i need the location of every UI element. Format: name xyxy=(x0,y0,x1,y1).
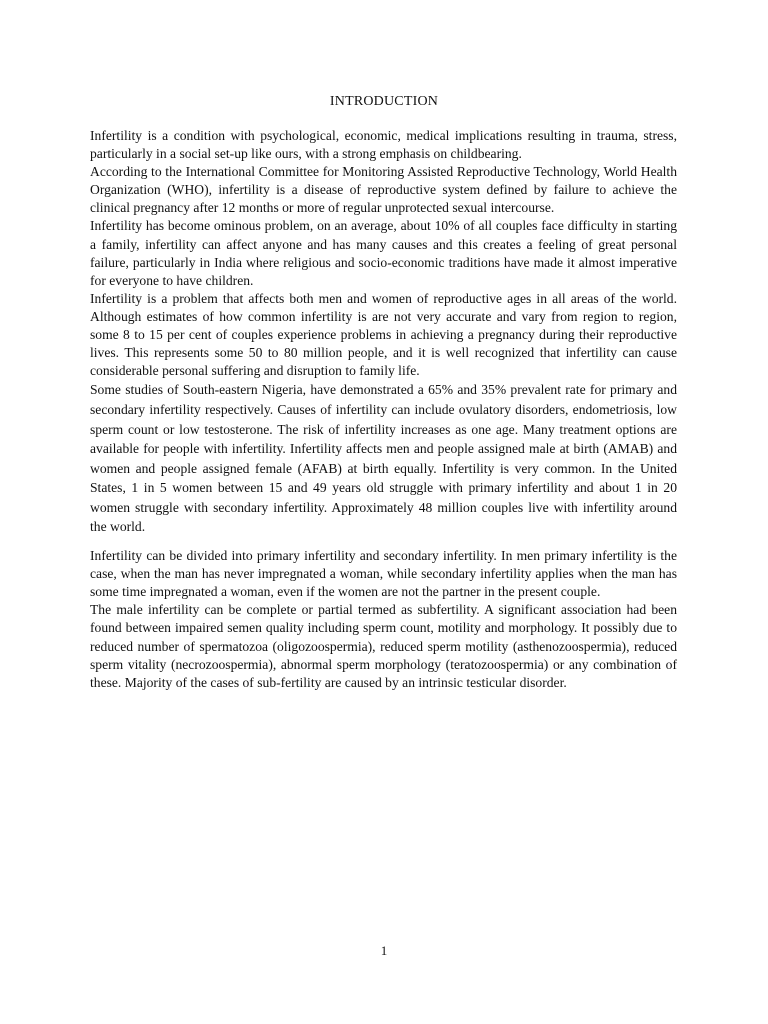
paragraph: According to the International Committee for Monitoring Assisted Reproductive Technology, World Health Organization (WHO), infertility is a disease of reproductive system defined by failure to achieve the clinical pregnancy after 12 months or more of regular unprotected sexual intercourse. xyxy=(90,164,677,216)
paragraph: Infertility has become ominous problem, on an average, about 10% of all couples face difficulty in starting a family, infertility can affect anyone and has many causes and this creates a feeling of great personal failure, particularly in India where religious and socio-economic traditions have made it almost imperative for everyone to have children. xyxy=(90,218,677,288)
paragraph: The male infertility can be complete or partial termed as subfertility. A significant association had been found between impaired semen quality including sperm count, motility and morphology. It possibly due to reduced number of spermatozoa (oligozoospermia), reduced sperm motility (asthenozoospermia), reduced sperm vitality (necrozoospermia), abnormal sperm morphology (teratozoospermia) or any combination of these. Majority of the cases of sub-fertility are caused by an intrinsic testicular disorder. xyxy=(90,602,677,690)
paragraph: Infertility is a problem that affects both men and women of reproductive ages in all areas of the world. Although estimates of how common infertility is are not very accurate and vary from region to region, some 8 to 15 per cent of couples experience problems in achieving a pregnancy during their reproductive lives. This represents some 50 to 80 million people, and it is well recognized that infertility can cause considerable personal suffering and disruption to family life. xyxy=(90,290,677,379)
paragraph: Some studies of South-eastern Nigeria, have demonstrated a 65% and 35% prevalent rate for primary and secondary infertility respectively. Causes of infertility can include ovulatory disorders, endometriosis, low sperm count or low testosterone. The risk of infertility increases as one age. Many treatment options are available for people with infertility. Infertility affects men and people assigned male at birth (AMAB) and women and people assigned female (AFAB) at birth equally. Infertility is very common. In the United States, 1 in 5 women between 15 and 49 years old struggle with primary infertility and about 1 in 20 women struggle with secondary infertility. Approximately 48 million couples live with infertility around the world. xyxy=(90,382,677,535)
page-number: 1 xyxy=(380,943,388,958)
body-text xyxy=(90,127,677,692)
paragraph: Infertility is a condition with psychological, economic, medical implications resulting in trauma, stress, particularly in a social set-up like ours, with a strong emphasis on childbearing. xyxy=(90,128,677,162)
paragraph: Infertility can be divided into primary infertility and secondary infertility. In men primary infertility is the case, when the man has never impregnated a woman, while secondary infertility applies when the man has some time impregnated a woman, even if the women are not the partner in the present couple. xyxy=(90,548,677,600)
page-title: INTRODUCTION xyxy=(329,94,439,109)
